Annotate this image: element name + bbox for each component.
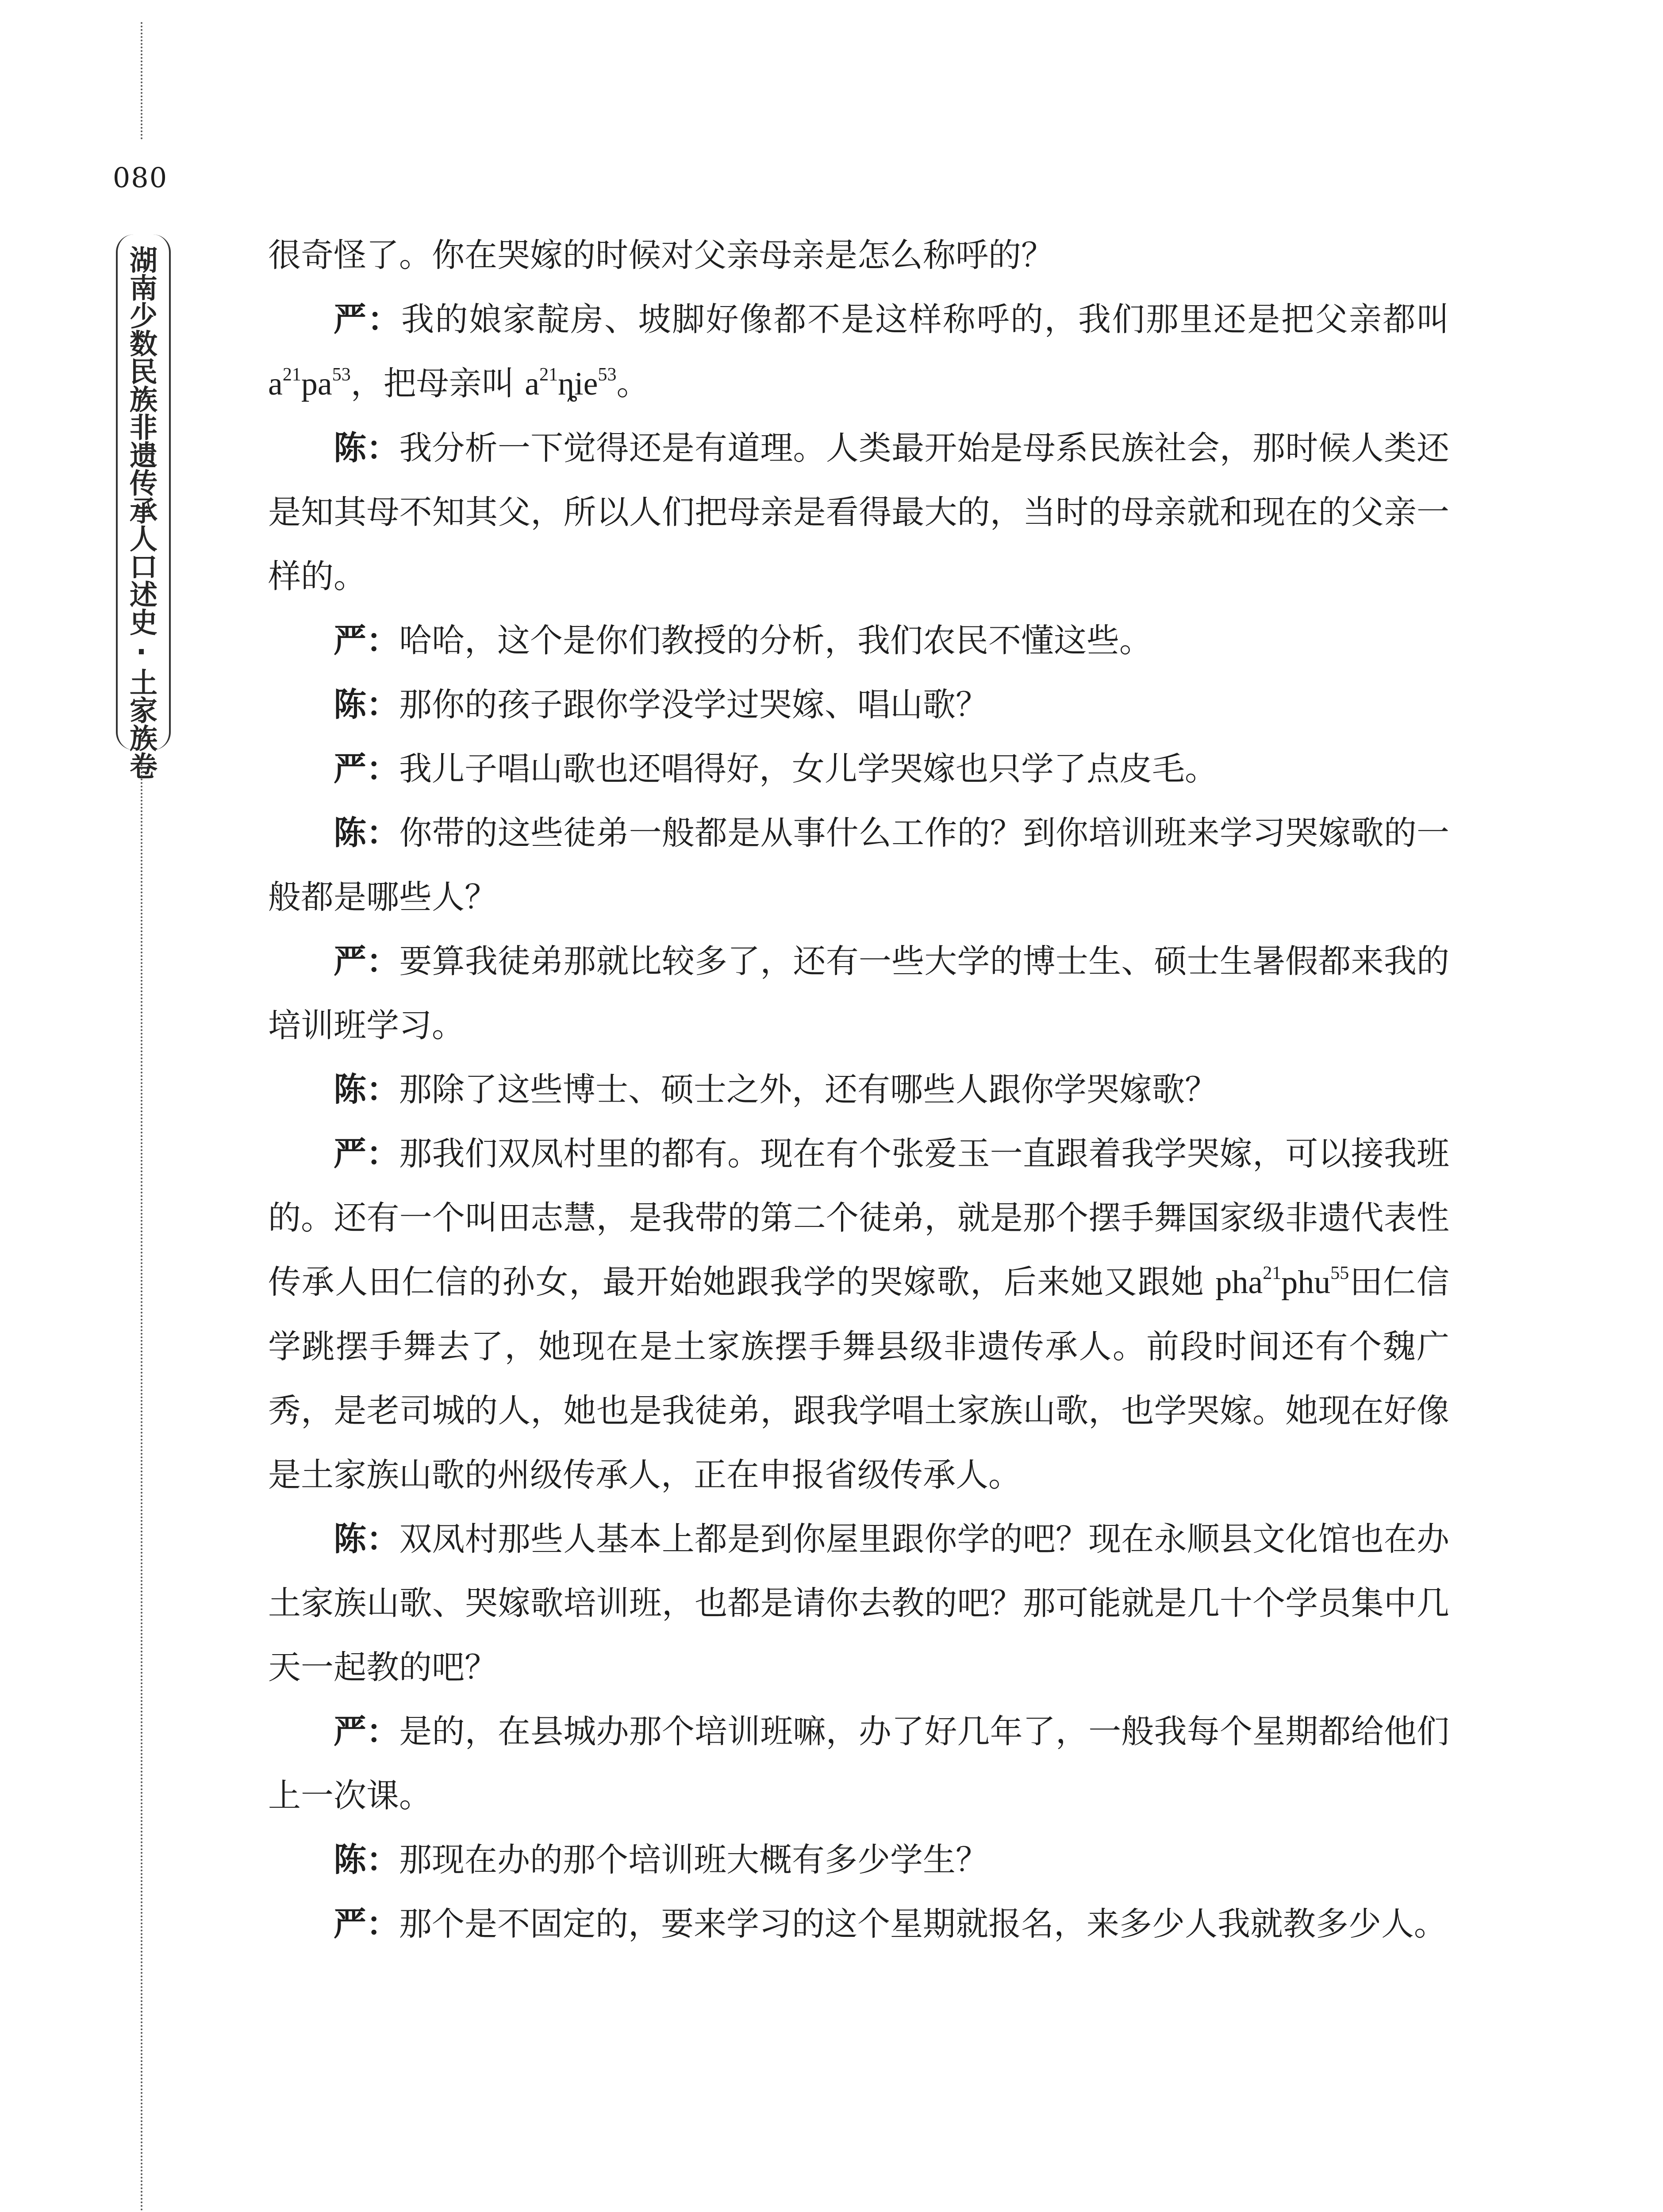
speaker-label: 陈： (334, 429, 399, 467)
paragraph-text: 双凤村那些人基本上都是到你屋里跟你学的吧？现在永顺县文化馆也在办土家族山歌、哭嫁歌培训班，也都是请你去教的吧？那可能就是几十个学员集中几天一起教的吧？ (268, 1520, 1450, 1686)
speaker-label: 严： (334, 300, 401, 338)
paragraph-text: 我分析一下觉得还是有道理。人类最开始是母系民族社会，那时候人类还是知其母不知其父，所以人们把母亲是看得最大的，当时的母亲就和现在的父亲一样的。 (268, 429, 1450, 595)
speaker-label: 陈： (334, 1071, 399, 1109)
series-title: 湖南少数民族非遗传承人口述史·土家族卷 (125, 246, 157, 780)
speaker-label: 严： (334, 622, 399, 660)
paragraph (268, 223, 1449, 288)
margin-dotted-rule-top (141, 22, 142, 139)
paragraph-text: 哈哈，这个是你们教授的分析，我们农民不懂这些。 (399, 622, 1152, 660)
speaker-label: 严： (334, 942, 399, 980)
paragraph-text: 。 (616, 365, 649, 403)
paragraph (268, 416, 1449, 609)
paragraph (268, 737, 1449, 801)
paragraph (268, 288, 1449, 416)
paragraph (268, 609, 1449, 673)
paragraph (268, 1892, 1449, 1956)
speaker-label: 严： (334, 1135, 399, 1173)
paragraph (268, 1507, 1449, 1700)
paragraph-text: 很奇怪了。你在哭嫁的时候对父亲母亲是怎么称呼的？ (268, 236, 1054, 274)
paragraph (268, 673, 1449, 737)
paragraph-text: 是的，在县城办那个培训班嘛，办了好几年了，一般我每个星期都给他们上一次课。 (268, 1713, 1450, 1815)
ipa-term: pha$^{21}$phu$^{55}$ (1215, 1263, 1349, 1301)
paragraph-text: 那个是不固定的，要来学习的这个星期就报名，来多少人我就教多少人。 (399, 1905, 1447, 1943)
paragraph (268, 1828, 1449, 1892)
paragraph-text: 田仁信学跳摆手舞去了，她现在是土家族摆手舞县级非遗传承人。前段时间还有个魏广秀，是老司城的人，她也是我徒弟，跟我学唱土家族山歌，也学哭嫁。她现在好像是土家族山歌的州级传承人，正在申报省级传承人。 (268, 1263, 1449, 1494)
paragraph (268, 801, 1449, 929)
margin-dotted-rule-bottom (141, 761, 142, 2212)
paragraph (268, 929, 1449, 1058)
speaker-label: 陈： (334, 686, 399, 724)
paragraph-text: 要算我徒弟那就比较多了，还有一些大学的博士生、硕士生暑假都来我的培训班学习。 (268, 942, 1450, 1045)
speaker-label: 严： (334, 1713, 399, 1751)
paragraph (268, 1058, 1449, 1122)
page-number: 080 (112, 161, 168, 194)
paragraph-text: 那我们双凤村里的都有。现在有个张爱玉一直跟着我学哭嫁，可以接我班的。还有一个叫田志慧，是我带的第二个徒弟，就是那个摆手舞国家级非遗代表性传承人田仁信的孙女，最开始她跟我学的哭嫁歌，后来她又跟她 (268, 1135, 1450, 1301)
paragraph-text: 我儿子唱山歌也还唱得好，女儿学哭嫁也只学了点皮毛。 (399, 750, 1217, 788)
speaker-label: 严： (334, 1905, 399, 1943)
speaker-label: 陈： (334, 814, 399, 852)
speaker-label: 严： (334, 750, 399, 788)
paragraph-text: 那你的孩子跟你学没学过哭嫁、唱山歌？ (399, 686, 988, 724)
paragraph-text: 我的娘家靛房、坡脚好像都不是这样称呼的，我们那里还是把父亲都叫 (401, 300, 1449, 338)
paragraph-text: 那现在办的那个培训班大概有多少学生？ (399, 1841, 988, 1879)
paragraph-text: ，把母亲叫 (350, 365, 515, 403)
paragraph (268, 1700, 1449, 1828)
page-body (268, 223, 1449, 1956)
speaker-label: 陈： (334, 1520, 399, 1558)
speaker-label: 陈： (334, 1841, 399, 1879)
ipa-term: $a^{21}ȵie^{53}$ (525, 365, 617, 402)
paragraph-text: 你带的这些徒弟一般都是从事什么工作的？到你培训班来学习哭嫁歌的一般都是哪些人？ (268, 814, 1450, 916)
paragraph-text: 那除了这些博士、硕士之外，还有哪些人跟你学哭嫁歌？ (399, 1071, 1217, 1109)
ipa-term: $a^{21}pa^{53}$ (268, 365, 351, 402)
paragraph (268, 1122, 1449, 1507)
